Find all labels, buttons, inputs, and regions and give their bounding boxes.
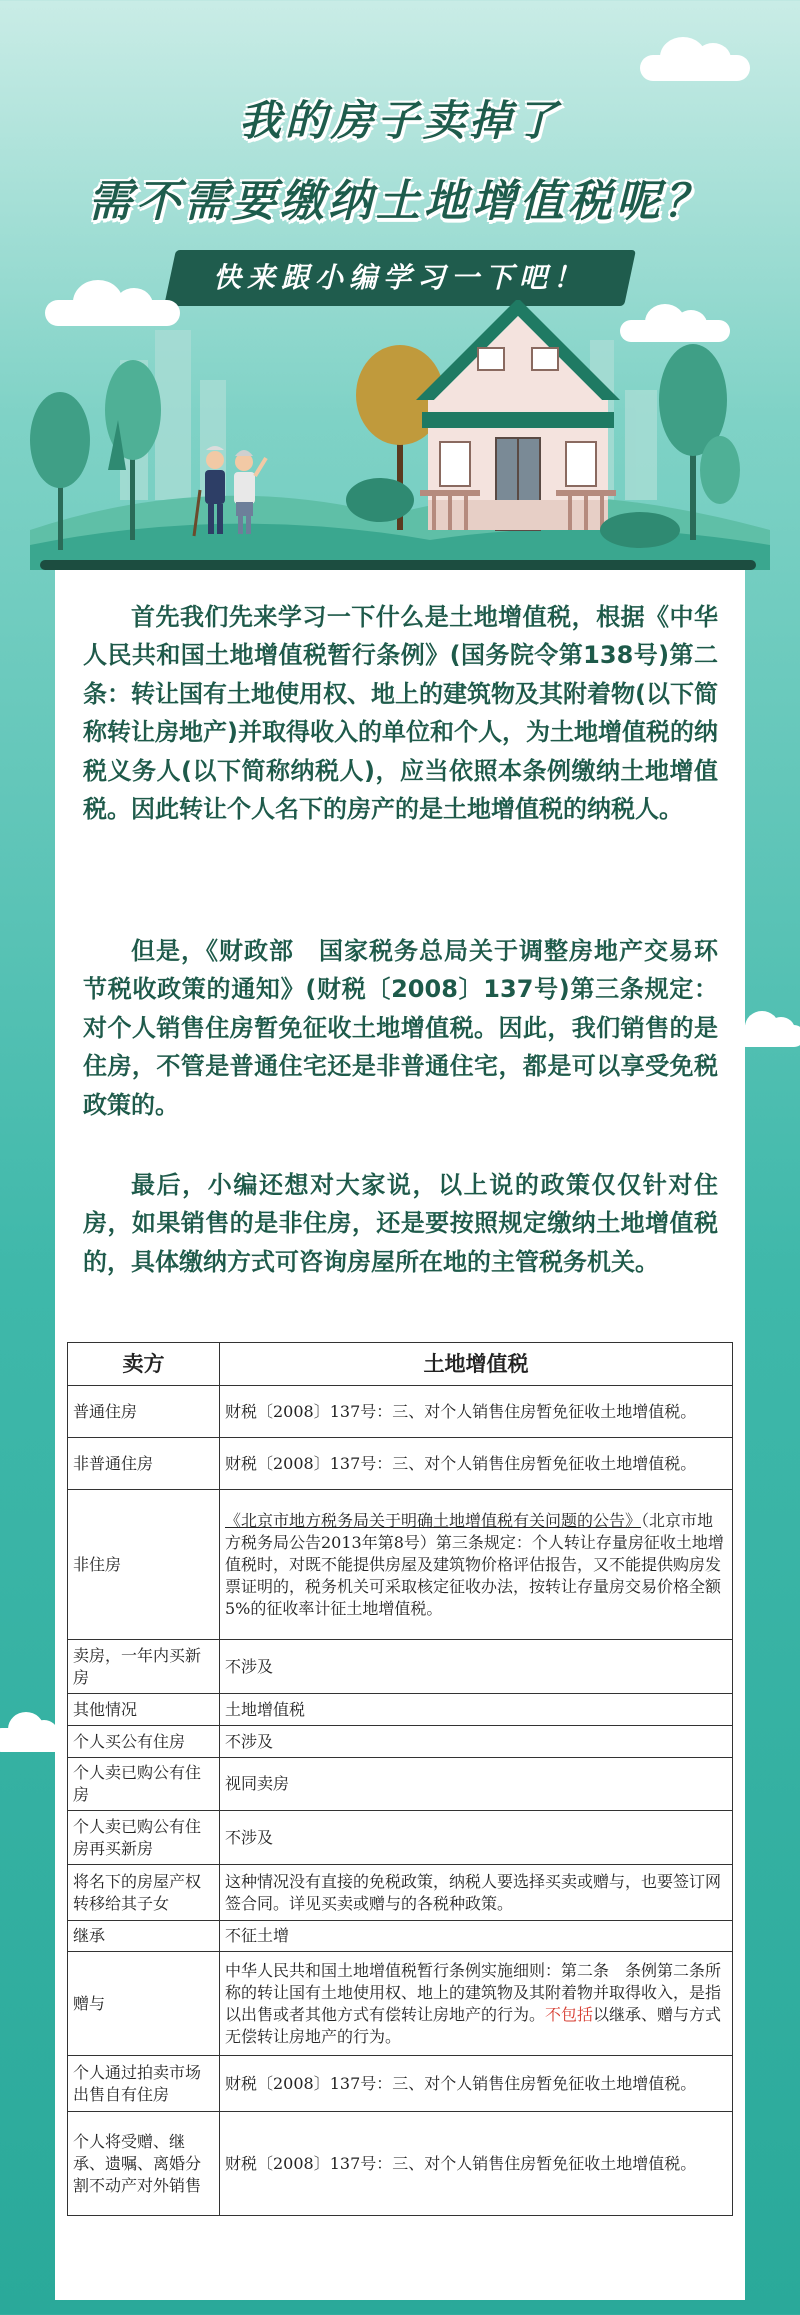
table-row [68,1386,733,1438]
row-content: （北京市地方税务局公告2013年第8号）第三条规定：个人转让存量房征收土地增值税时，对既不能提供房屋及建筑物价格评估报告，又不能提供购房发票证明的，税务机关可采取核定征收办法，按转让存量房交易价格全额5%的征收率计征土地增值税。 [225,1510,724,1618]
row-content: 不涉及 [220,1726,733,1758]
row-content: 视同卖房 [220,1758,733,1811]
table-row [68,1640,733,1694]
cloud-decoration [640,55,750,81]
row-category: 继承 [68,1921,220,1952]
table-row [68,1811,733,1865]
row-category: 将名下的房屋产权转移给其子女 [68,1865,220,1921]
table-header-seller: 卖方 [68,1343,220,1386]
announcement-link-text: 《北京市地方税务局关于明确土地增值税有关问题的公告》 [225,1510,642,1530]
row-content: 这种情况没有直接的免税政策，纳税人要选择买卖或赠与，也要签订网签合同。详见买卖或赠与的各税种政策。 [220,1865,733,1921]
row-content-group [220,1490,733,1640]
row-category: 个人卖已购公有住房 [68,1758,220,1811]
table-row [68,1952,733,2056]
row-content-group [220,1952,733,2056]
table-header-tax: 土地增值税 [220,1343,733,1386]
row-category: 个人买公有住房 [68,1726,220,1758]
subtitle-banner [170,250,630,306]
row-category: 个人通过拍卖市场出售自有住房 [68,2056,220,2112]
row-category: 个人将受赠、继承、遗嘱、离婚分割不动产对外销售 [68,2112,220,2216]
table-row [68,1921,733,1952]
cloud-decoration [45,300,180,326]
intro-paragraph: 首先我们先来学习一下什么是土地增值税，根据《中华人民共和国土地增值税暂行条例》(国务院令第138号)第二条：转让国有土地使用权、地上的建筑物及其附着物(以下简称转让房地产)并取得收入的单位和个人，为土地增值税的纳税义务人(以下简称纳税人)，应当依照本条例缴纳土地增值税。因此转让个人名下的房产的是土地增值税的纳税人。 [83,603,718,824]
table-row [68,1758,733,1811]
table-header-row [68,1343,733,1386]
row-content: 财税〔2008〕137号：三、对个人销售住房暂免征收土地增值税。 [220,1386,733,1438]
highlight-text: 不包括 [545,2004,594,2024]
row-content-tail: 以继承、赠与方式无偿转让房地产的行为。 [225,2004,722,2046]
table-row [68,1694,733,1726]
house [416,300,620,530]
subtitle-text: 快来跟小编学习一下吧！ [212,261,587,294]
table-row [68,1726,733,1758]
row-category: 普通住房 [68,1386,220,1438]
row-category: 其他情况 [68,1694,220,1726]
page-title-line1: 我的房子卖掉了 [238,96,561,145]
row-category: 赠与 [68,1952,220,2056]
row-content: 财税〔2008〕137号：三、对个人销售住房暂免征收土地增值税。 [220,2112,733,2216]
row-category: 卖房，一年内买新房 [68,1640,220,1694]
row-content: 土地增值税 [220,1694,733,1726]
row-content: 不征土增 [220,1921,733,1952]
tax-table [67,1342,733,2216]
content-panel [55,570,745,2300]
row-category: 非普通住房 [68,1438,220,1490]
page-title-line2: 需不需要缴纳土地增值税呢？ [88,176,712,227]
row-content: 不涉及 [220,1640,733,1694]
closing-paragraph: 最后，小编还想对大家说，以上说的政策仅仅针对住房，如果销售的是非住房，还是要按照规定缴纳土地增值税的，具体缴纳方式可咨询房屋所在地的主管税务机关。 [83,1171,718,1276]
table-row [68,2056,733,2112]
house-illustration [30,300,770,570]
row-content: 中华人民共和国土地增值税暂行条例实施细则：第二条 条例第二条所称的转让国有土地使用权、地上的建筑物及其附着物并取得收入，是指以出售或者其他方式有偿转让房地产的行为。 [225,1960,722,2024]
table-row [68,1490,733,1640]
row-content: 财税〔2008〕137号：三、对个人销售住房暂免征收土地增值税。 [220,2056,733,2112]
table-row [68,1438,733,1490]
policy-paragraph: 但是，《财政部 国家税务总局关于调整房地产交易环节税收政策的通知》(财税〔2008〕137号)第三条规定：对个人销售住房暂免征收土地增值税。因此，我们销售的是住房，不管是普通住宅还是非普通住宅，都是可以享受免税政策的。 [83,937,718,1119]
row-category: 非住房 [68,1490,220,1640]
scene-ground-bar [40,560,756,570]
row-category: 个人卖已购公有住房再买新房 [68,1811,220,1865]
row-content: 财税〔2008〕137号：三、对个人销售住房暂免征收土地增值税。 [220,1438,733,1490]
table-row [68,1865,733,1921]
table-row [68,2112,733,2216]
row-content: 不涉及 [220,1811,733,1865]
